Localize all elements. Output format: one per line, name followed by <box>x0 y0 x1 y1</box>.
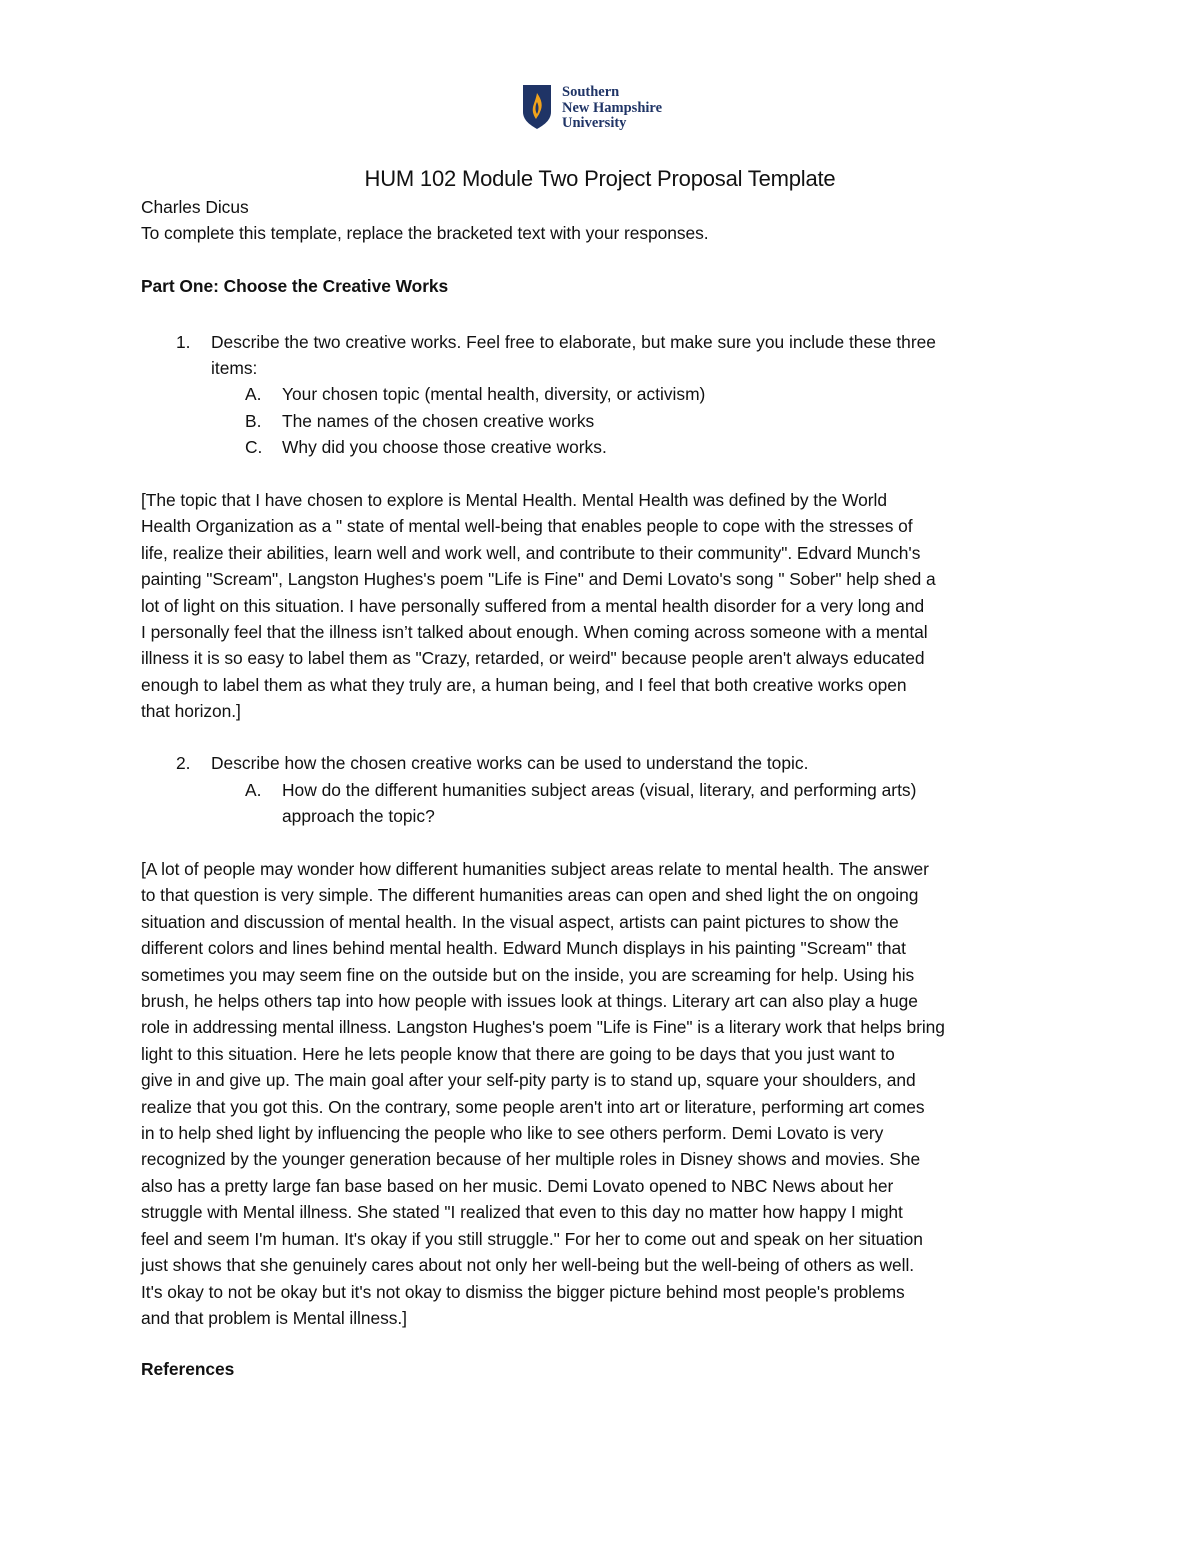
answer-2-line: recognized by the younger generation because of her multiple roles in Disney shows and movies. She <box>141 1149 921 1170</box>
answer-2-line: [A lot of people may wonder how different humanities subject areas relate to mental health. The answer <box>141 859 929 879</box>
answer-2-line: feel and seem I'm human. It's okay if you still struggle." For her to come out and speak on her situation <box>141 1228 923 1249</box>
answer-2-line: give in and give up. The main goal after your self-pity party is to stand up, square your shoulders, and <box>141 1070 916 1091</box>
answer-2-line: sometimes you may seem fine on the outside but on the inside, you are screaming for help. Using his <box>141 964 915 985</box>
answer-2-paragraph <box>141 856 1061 1331</box>
answer-1-line: illness it is so easy to label them as "Crazy, retarded, or weird" because people aren't always educated <box>141 648 925 669</box>
q1-text-line-1: Describe the two creative works. Feel free to elaborate, but make sure you include these three <box>211 332 936 352</box>
answer-1-line: that horizon.] <box>141 701 241 722</box>
answer-2-line: to that question is very simple. The different humanities areas can open and shed light the on ongoing <box>141 885 919 906</box>
answer-2-line: It's okay to not be okay but it's not okay to dismiss the bigger picture behind most people's problems <box>141 1281 905 1302</box>
q1-text-line-2: items: <box>211 358 258 378</box>
answer-1-line: enough to label them as what they truly are, a human being, and I feel that both creative works open <box>141 674 907 695</box>
part-one-heading: Part One: Choose the Creative Works <box>141 276 449 296</box>
answer-1-line: Health Organization as a " state of mental well-being that enables people to cope with the stresses of <box>141 516 913 537</box>
shield-flame-icon <box>522 84 552 130</box>
references-heading: References <box>141 1359 235 1379</box>
author-name: Charles Dicus <box>141 197 249 217</box>
answer-2-line: also has a pretty large fan base based on her music. Demi Lovato opened to NBC News about her <box>141 1175 894 1196</box>
answer-2-line: brush, he helps others tap into how people with issues look at things. Literary art can also play a huge <box>141 991 918 1012</box>
answer-2-line: realize that you got this. On the contrary, some people aren't into art or literature, performing art comes <box>141 1096 925 1117</box>
q1-number: 1. <box>176 332 191 352</box>
q2-text-line-1: Describe how the chosen creative works can be used to understand the topic. <box>211 753 809 773</box>
answer-2-line: just shows that she genuinely cares about not only her well-being but the well-being of others as well. <box>141 1255 915 1276</box>
logo-wordmark <box>562 85 662 132</box>
answer-2-line: role in addressing mental illness. Langston Hughes's poem "Life is Fine" is a literary work that helps bring <box>141 1017 945 1038</box>
answer-1-line: lot of light on this situation. I have personally suffered from a mental health disorder for a very long and <box>141 595 925 616</box>
answer-2-line: different colors and lines behind mental health. Edward Munch displays in his painting "Scream" that <box>141 938 906 959</box>
answer-2-line: situation and discussion of mental health. In the visual aspect, artists can paint pictures to show the <box>141 911 899 932</box>
answer-2-line: light to this situation. Here he lets people know that there are going to be days that you just want to <box>141 1043 895 1064</box>
q1-item-b-text: The names of the chosen creative works <box>282 411 595 431</box>
answer-1-paragraph <box>141 487 1061 725</box>
q2-item-a-line-2: approach the topic? <box>282 806 435 826</box>
q1-item-c-text: Why did you choose those creative works. <box>282 437 607 457</box>
logo-line-2: New Hampshire <box>562 99 663 116</box>
q1-item-a-text: Your chosen topic (mental health, diversity, or activism) <box>282 384 706 404</box>
q2-number: 2. <box>176 753 191 773</box>
intro-block <box>141 194 1061 247</box>
q2-item-a-marker: A. <box>245 780 262 800</box>
logo-line-3: University <box>562 115 627 131</box>
q1-item-c-marker: C. <box>245 437 263 457</box>
answer-2-line: struggle with Mental illness. She stated "I realized that even to this day no matter how happy I might <box>141 1202 903 1223</box>
document-title: HUM 102 Module Two Project Proposal Template <box>364 166 836 191</box>
answer-2-line: in to help shed light by influencing the people who like to see others perform. Demi Lovato is very <box>141 1123 884 1144</box>
answer-2-line: and that problem is Mental illness.] <box>141 1307 407 1328</box>
answer-1-line: life, realize their abilities, learn well and work well, and contribute to their community". Edvard Munch's <box>141 542 921 563</box>
university-logo <box>522 84 662 132</box>
answer-1-line: [The topic that I have chosen to explore is Mental Health. Mental Health was defined by the World <box>141 490 887 510</box>
q1-item-b-marker: B. <box>245 411 262 431</box>
instructions-text: To complete this template, replace the bracketed text with your responses. <box>141 223 709 244</box>
answer-1-line: I personally feel that the illness isn’t talked about enough. When coming across someone with a mental <box>141 622 928 643</box>
answer-1-line: painting "Scream", Langston Hughes's poem "Life is Fine" and Demi Lovato's song " Sober" help shed a <box>141 569 936 590</box>
q1-item-a-marker: A. <box>245 384 262 404</box>
q2-item-a-line-1: How do the different humanities subject areas (visual, literary, and performing arts) <box>282 780 917 800</box>
logo-line-1: Southern <box>562 84 620 100</box>
